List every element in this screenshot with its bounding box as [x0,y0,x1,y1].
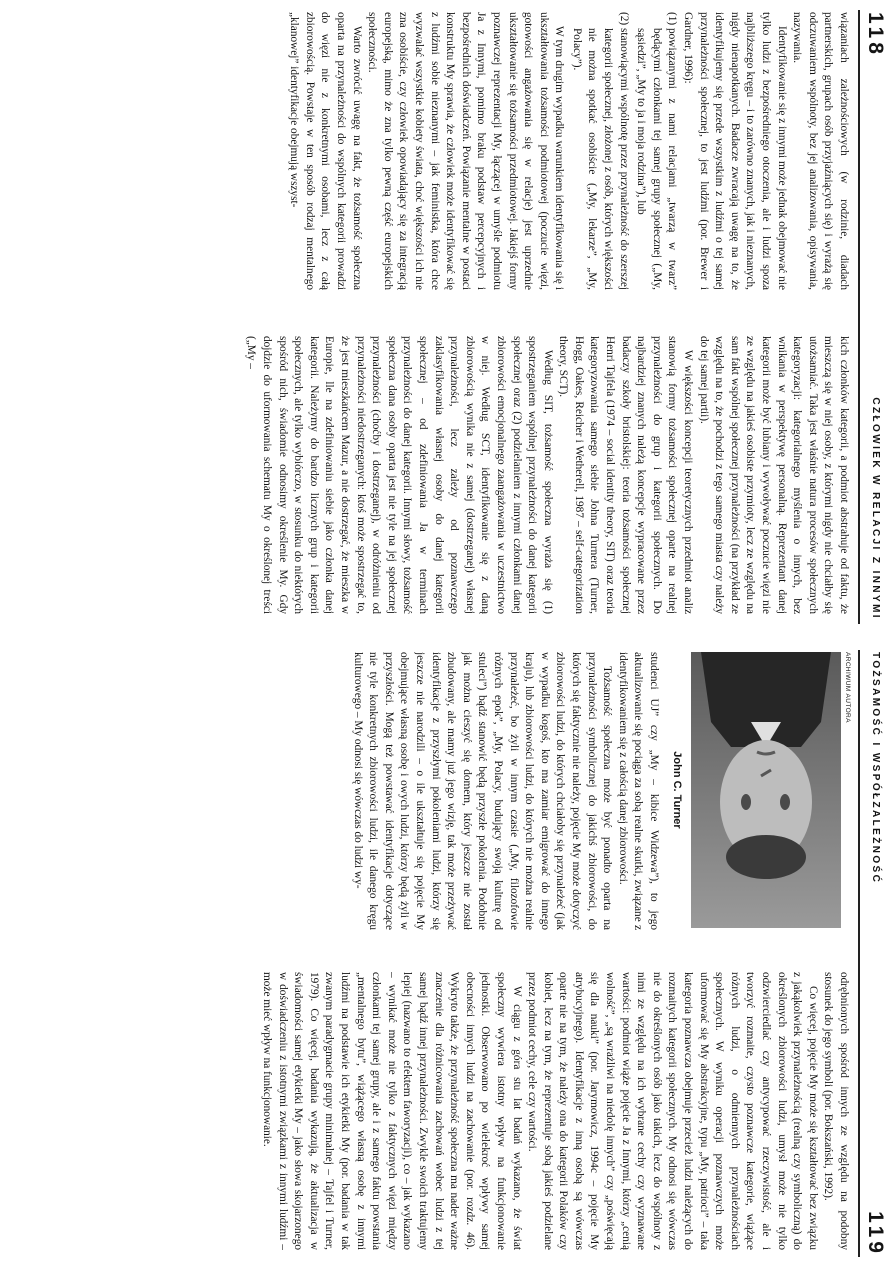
paragraph: W większości koncepcji teoretycznych przedmiot analiz stanowią formy tożsamości społecznej oparte na realnej przynależności do grup i kategorii społecznych. Do najbardziej znanych należą koncepcje wypracowane przez badaczy szkoły bristolskiej: teoria tożsamości społecznej Henri Tajfela (1974 – social identity theory, SIT) oraz teoria kategoryzowania samego siebie Johna Turnera (Turner, Hogg, Oakes, Reicher i Wetherell, 1987 – self-categorization theory, SCT). [557,336,695,614]
portrait-icon [691,652,841,928]
list-number: (1) [666,12,679,26]
list-item-text: powiązanymi z nami relacjami „twarzą w twarz” będącymi członkami tej samej grupy społecznej („My, sąsiedzi”, „My to ja i moja rodzina”), lub [635,28,679,290]
paragraph: Co więcej, pojęcie My może się kształtować bez związku z jakąkolwiek przynależnością (realną czy symboliczną) do określonych zbiorowości ludzi, umysł może nie tylko odzwierciedlać czy antycypować rzeczywistość, ale i tworzyć rozmaite, czysto poznawcze kategorie, wiążące różnych ludzi, o odmiennych przynależnościach społecznych. W wyniku operacji poznawczych może uformować się My abstrakcyjne, typu „My, patrioci” – taka kategoria poznawcza obejmuje przecież ludzi należących do rozmaitych kategorii społecznych. My odnosi się wówczas nie do określonych osób jako takich, lecz do wspólnoty z nimi ze względu na ich wybrane cechy czy wyznawane wartości: podmiot wiąże pojęcie Ja z Innymi, którzy „cenią wolność”, „są wrażliwi na niedolę innych” czy „poświęcają się dla nauki” (por. Jarymowicz, 1994c – pojęcie My atrybucyjnego). Identyfikacje z inną osobą są wówczas oparte nie na tym, że należy ona do kategorii Polaków czy kobiet, lecz na tym, że reprezentuje sobą jakieś podzielane przez podmiot cechy, cele czy wartości. [526,972,819,1250]
list-number: (2) [617,12,630,26]
paragraph: W ciągu z góra stu lat badań wykazano, że świat społeczny wywiera istotny wpływ na funkcjonowanie jednostki. Obserwowano po wielekroć wpływy samej obecności innych ludzi na zachowanie (por. rozdz. 46). Wykryto także, że przynależność społeczna ma nader ważne znaczenie dla różnicowania zachowań wobec ludzi z tej samej bądź innej przynależności. Zwykle swoich traktujemy lepiej (nazwano to efektem faworyzacji), co – jak wykazano – wynikać może nie tylko z faktycznych więzi między członkami tej samej grupy, ale i z samego faktu powstania „mentalnego bytu”, wiążącego własną osobę z innymi ludźmi na podstawie ich etykietki My (por. badania w tak zwanym paradygmacie grupy minimalnej – Tajfel i Turner, 1979). Co więcej, badania wykazują, że aktualizacja w świadomości samej etykietki My – jako słowa skojarzonego w doświadczeniu z istotnymi związkami z innymi ludźmi – może mieć wpływ na funkcjonowanie. [261,972,523,1250]
text-column-2 [6,336,851,614]
paragraph: wiązaniach zależnościowych (w rodzinie, diadach partnerskich, grupach osób przyjaźniących się) i wyrażą się odczuwaniem wspólnoty, bez jej analizowania, opisywania, nazywania. [791,12,850,290]
text-column-1 [6,652,661,930]
header-rule [859,10,861,624]
right-page [0,640,893,1263]
left-page [0,0,893,630]
page-number: 119 [864,1211,887,1257]
paragraph: Według SIT, tożsamość społeczna wyraża się (1) spostrzeganiem wspólnej przynależności do danej kategorii społecznej oraz (2) podzielaniem z innymi członkami danej zbiorowości emocjonalnego zaangażowania w uczestnictwo w niej. Według SCT, identyfikowanie się z daną zbiorowością wynika nie z samej (dostrzeganej) własnej przynależności, lecz zależy od poznawczego zaklasyfikowania własnej osoby do danej kategorii społecznej – od zdefiniowania Ja w terminach przynależności do danej kategorii. Innymi słowy, tożsamość społeczna dana osoby oparta jest nie tyle na jej społecznej przynależności (choćby i dostrzeganej), w odróżnieniu od przynależności niedostrzeganych: ktoś może spostrzegać to, że jest mieszkańcem Mazur, a nie dostrzegać, że mieszka w Europie, lle na zdefiniowaniu siebie jako członka danej kategorii. Należymy do bardzo licznych grup i kategorii społecznych, ale tylko wybiórczo, w stosunku do niektórych spośród nich, świadomie odnosimy określenie My. Gdy dojdzie do uformowania schematu My o określonej treści („My – [245,336,554,614]
portrait-image [691,652,841,928]
photo-credit: ARCHIWUM AUTORA [844,652,851,723]
paragraph: Identyfikowanie się z innymi może jednak obejmować nie tylko ludzi z bezpośredniego otoczenia, ale i ludzi spoza najbliższego kręgu – i to zarówno znanych, jak i nieznanych, nigdy nienapotkanych. Badacze zwracają uwagę na to, że identyfikujemy się przede wszystkim z ludźmi o tej samej przynależności społecznej, to jest ludźmi (por. Brewer i Gardner, 1996): [682,12,788,290]
running-head: CZŁOWIEK W RELACJI Z INNYMI [870,397,881,620]
author-photo [691,652,851,928]
header-rule [859,650,861,1257]
numbered-list-item [633,12,680,290]
numbered-list-item [568,12,630,290]
text-column-2 [6,972,851,1250]
running-head: TOŻSAMOŚĆ I WSPÓŁZALEŻNOŚĆ [870,652,881,885]
text-column-1 [6,12,851,290]
paragraph: odrębnionych spośród innych ze względu na podobny stosunek do jego symboli (por. Bokszański, 1992). [822,972,850,1250]
paragraph: Tożsamość społeczna może być ponadto oparta na przynależności symbolicznej do jakichś zbiorowości, do których się faktycznie nie należy, pojęcie My może dotyczyć zbiorowości ludzi, do których chciałoby się przynależeć (jak w wypadku kogoś, kto ma zamiar emigrować do innego kraju), lub zbiorowości ludzi, do których nie można realnie przynależeć, bo żyli w innym czasie („My, filozofowie różnych epok”, „My, Polacy, budujący swoją kulturę od stuleci”) bądź stanowić będą przyszłe pokolenia. Podobnie jak można cieszyć się domem, który jeszcze nie został zbudowany, ale mamy już jego wizję, tak może przeżywać identyfikacje z przyszłymi pokoleniami ludzi, którzy się jeszcze nie narodzili – o ile ukształtuje się pojęcie My obejmujące własną osobę i owych ludzi, którzy będą żyli w przyszłości. Mogą też powstawać identyfikacje dotyczące nie tyle konkretnych zbiorowości ludzi, ile danego kręgu kulturowego – My odnosi się wówczas do ludzi wy- [351,652,614,930]
paragraph: kich członków kategorii, a podmiot abstrahuje od faktu, że mieszczą się w niej osoby, z którymi nigdy nie chciałby się utożsamiać. Taka jest właśnie natura procesów społecznych kategoryzacji: kategorialnego myślenia o innych, bez wnikania w perspektywę personalną. Reprezentant danej kategorii może być lubiany i wywoływać poczucie więzi nie ze względu na jakieś osobiste przymioty, lecz ze względu na sam fakt wspólnej społecznej przynależności (na przykład ze względu na to, że pochodzi z tego samego miasta czy należy do tej samej partii). [697,336,850,614]
photo-caption: John C. Turner [671,751,683,829]
paragraph: studenci UJ” czy „My – kibice Widzewa”), to jego aktualizowanie się pociąga za sobą realne skutki, związane z identyfikowaniem się z całością danej zbiorowości. [616,652,660,930]
list-item-text: stanowiącymi wspólnotę przez przynależność do szerszej kategorii społecznej, złożonej z osób, których większości nie można spotkać osobiście („My, lekarze”, „My, Polacy”). [570,28,630,290]
page-number: 118 [864,12,887,58]
paragraph: Warto zwrócić uwagę na fakt, że tożsamość społeczna oparta na przynależności do wspólnych kategorii prowadzi do więzi nie z konkretnymi osobami, lecz z całą zbiorowością. Powstaje w ten sposób rodzaj mentalnego „klanowej” identyfikacje obejmują wszyst- [288,12,363,290]
paragraph: W tym drugim wypadku warunkiem identyfikowania się i ukształtowania tożsamości podmiotowej (poczucie więzi, gotowości angażowania się w relacje) jest uprzednie ukształtowanie się tożsamości przedmiotowej. Jakiejś formy poznawczej reprezentacji My, łączącej w umyśle podmiotu Ja z Innymi, pomimo braku podstaw percepcyjnych i bezpośrednich doświadczeń. Powiązanie mentalne w postaci konstruktu My sprawia, że człowiek może identyfikować się z ludźmi sobie nieznanymi – jak feministka, która chce wyzwalać wszystkie kobiety świata, choć większości ich nie zna osobiście, czy człowiek opowiadający się za integracją europejską, mimo że zna tylko pewną część europejskich społeczności. [366,12,566,290]
